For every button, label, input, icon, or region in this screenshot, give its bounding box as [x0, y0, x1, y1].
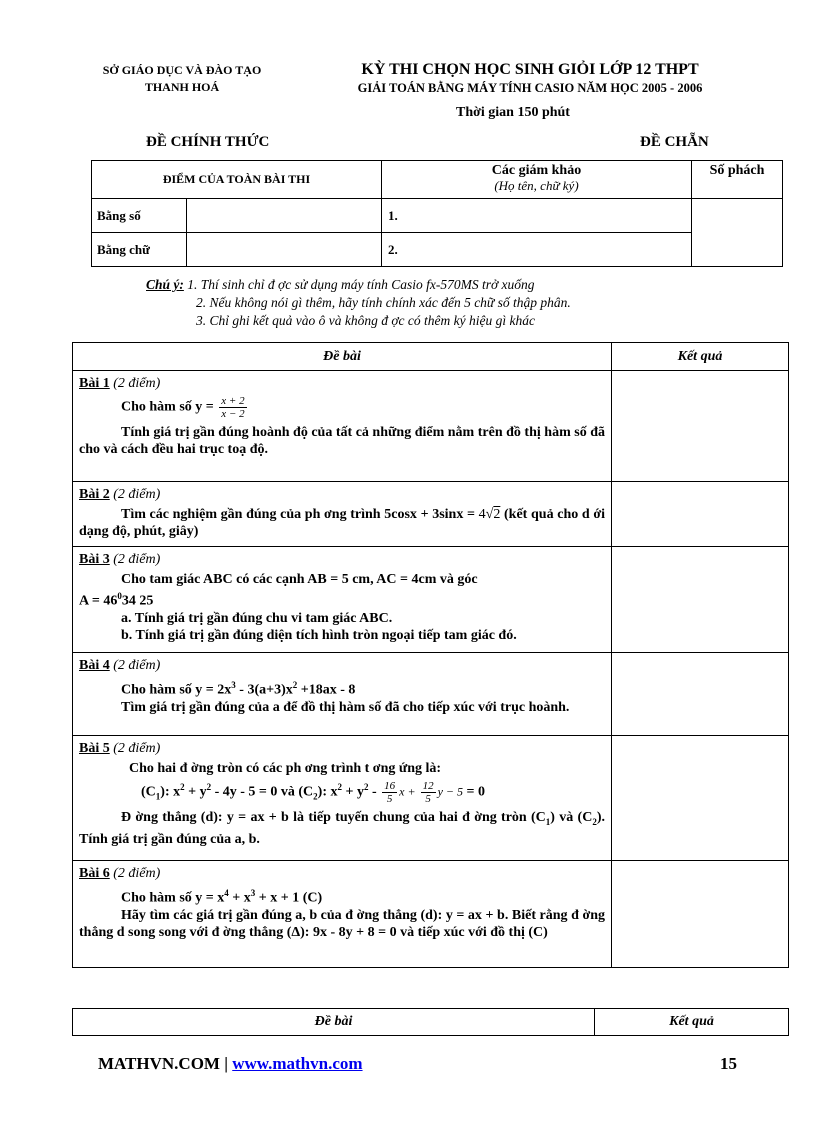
exam-title-block	[300, 60, 760, 97]
problem-5-intro: Cho hai đ ờng tròn có các ph ơng trình t ơng ứng là:	[129, 761, 442, 776]
next-result-column-header: Kết quả	[595, 1009, 789, 1036]
problem-column-header: Đề bài	[73, 343, 612, 371]
note-1	[146, 276, 571, 294]
problem-6-function: Cho hàm số $y = x^4 + x^3 + x + 1$ (C)	[121, 888, 323, 906]
problem-2	[73, 482, 612, 547]
examiners-sub: (Họ tên, chữ ký)	[494, 178, 579, 193]
problem-4-question: Tìm giá trị gần đúng của a để đồ thị hàm số đã cho tiếp xúc với trục hoành.	[121, 699, 570, 715]
score-number-cell[interactable]	[187, 199, 382, 233]
department-name	[82, 62, 282, 96]
exam-time: Thời gian 150 phút	[456, 105, 570, 120]
result-column-header: Kết quả	[612, 343, 789, 371]
page-number: 15	[720, 1054, 737, 1073]
problem-3-title: Bài 3 (2 điểm)	[79, 552, 161, 567]
note-2: 2. Nếu không nói gì thêm, hãy tính chính xác đến 5 chữ số thập phân.	[196, 295, 571, 310]
examiners-header	[382, 161, 692, 199]
next-page-table-header	[72, 1008, 789, 1036]
problem-5-fraction-1: $\frac{16}{5}$	[384, 779, 396, 805]
total-score-header: ĐIỂM CỦA TOÀN BÀI THI	[92, 161, 382, 199]
problem-3-question: Cho tam giác ABC có các cạnh AB = 5 cm, AC = 4cm và góc	[121, 572, 478, 587]
note-1-text: 1. Thí sinh chỉ đ ợc sử dụng máy tính Casio fx-570MS trở xuống	[187, 277, 535, 292]
problem-4-title: Bài 4 (2 điểm)	[79, 658, 161, 673]
problems-table	[72, 342, 789, 968]
problem-3-part-b: b. Tính giá trị gần đúng diện tích hình tròn ngoại tiếp tam giác đó.	[121, 627, 517, 643]
problem-1-fraction: $\frac{x + 2}{x - 2}$	[221, 395, 245, 420]
footer-link[interactable]: www.mathvn.com	[232, 1054, 363, 1073]
problem-3-part-a: a. Tính giá trị gần đúng chu vi tam giác ABC.	[121, 610, 393, 626]
problem-6-question: Hãy tìm các giá trị gần đúng a, b của đ ờng thẳng (d): y = ax + b. Biết rằng đ ờng thẳng d song song với đ ờng thẳng (Δ): 9x - 8y + 8 = 0 và tiếp xúc với đồ thị (C)	[79, 907, 605, 940]
code-cell[interactable]	[692, 199, 783, 267]
problem-4-result[interactable]	[612, 653, 789, 736]
department-line2: THANH HOÁ	[144, 80, 220, 94]
problem-5-question: Đ ờng thẳng (d): y = ax + b là tiếp tuyến chung của hai đ ờng tròn $(C_1)$ và $(C_2)$. Tính giá trị gần đúng của a, b.	[79, 810, 605, 848]
variant-label: ĐỀ CHẴN	[640, 134, 709, 150]
problem-6-title: Bài 6 (2 điểm)	[79, 866, 161, 881]
examiners-label: Các giám khảo	[491, 163, 582, 178]
problem-5	[73, 736, 612, 861]
examiner-2-cell[interactable]: 2.	[382, 233, 692, 267]
problem-2-question: Tìm các nghiệm gần đúng của ph ơng trình 5cosx + 3sinx = 4√2 (kết quả cho d ới dạng độ, phút, giây)	[79, 507, 605, 539]
problem-6	[73, 861, 612, 968]
problem-3-result[interactable]	[612, 547, 789, 653]
problem-5-result[interactable]	[612, 736, 789, 861]
problem-1	[73, 371, 612, 482]
next-problem-column-header: Đề bài	[73, 1009, 595, 1036]
problem-4-function: Cho hàm số $y = 2x^3 - 3(a+3)x^2 +18ax - 8$	[121, 680, 356, 698]
score-words-cell[interactable]	[187, 233, 382, 267]
exam-subtitle: GIẢI TOÁN BẰNG MÁY TÍNH CASIO NĂM HỌC 2005 - 2006	[357, 81, 703, 95]
problem-6-result[interactable]	[612, 861, 789, 968]
examiner-1-cell[interactable]: 1.	[382, 199, 692, 233]
problem-5-fraction-2: $\frac{12}{5}$	[422, 779, 434, 805]
problem-2-result[interactable]	[612, 482, 789, 547]
problem-1-result[interactable]	[612, 371, 789, 482]
score-number-label: Bằng số	[92, 199, 187, 233]
code-header: Số phách	[692, 161, 783, 199]
problem-3	[73, 547, 612, 653]
problem-1-function: Cho hàm số y = $\frac{x + 2}{x - 2}$	[121, 395, 245, 420]
notes-title: Chú ý:	[146, 277, 184, 292]
problem-3-angle: $A = 46^034$ 25	[79, 591, 154, 609]
problem-4	[73, 653, 612, 736]
department-line1: SỞ GIÁO DỤC VÀ ĐÀO TẠO	[102, 63, 262, 77]
note-3: 3. Chỉ ghi kết quả vào ô và không đ ợc có thêm ký hiệu gì khác	[196, 313, 535, 328]
score-words-label: Bằng chữ	[92, 233, 187, 267]
problem-5-title: Bài 5 (2 điểm)	[79, 741, 161, 756]
problem-5-equations: $(C_1)$: $x^2 + y^2 - 4y - 5 = 0$ và $(C_2)$: $x^2 + y^2$ - $\frac{16}{5}$ x + $\frac{12}{5}$ y − 5 = 0	[141, 779, 486, 805]
official-label: ĐỀ CHÍNH THỨC	[146, 134, 270, 150]
score-table	[91, 160, 783, 267]
footer-site-name: MATHVN.COM |	[98, 1054, 233, 1073]
notes-block	[146, 276, 571, 330]
problem-1-question: Tính giá trị gần đúng hoành độ của tất cả những điểm nằm trên đồ thị hàm số đã cho và cách đều hai trục toạ độ.	[79, 425, 605, 457]
footer-site	[98, 1054, 363, 1074]
exam-title: KỲ THI CHỌN HỌC SINH GIỎI LỚP 12 THPT	[361, 61, 699, 78]
problem-1-title: Bài 1 (2 điểm)	[79, 376, 161, 391]
problem-2-title: Bài 2 (2 điểm)	[79, 487, 161, 502]
